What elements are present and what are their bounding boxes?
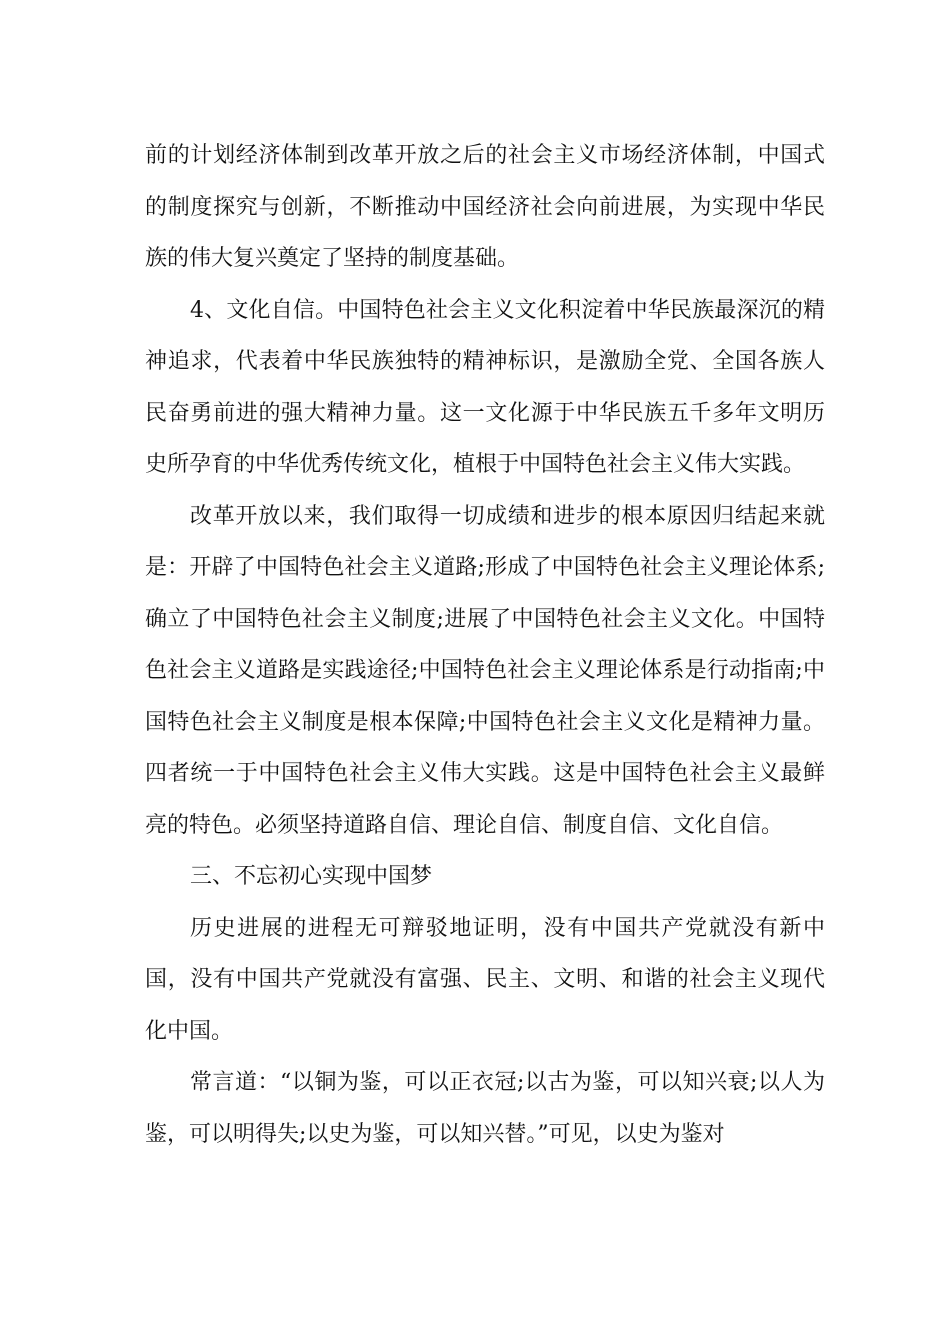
section-heading: 三、不忘初心实现中国梦 <box>190 864 433 889</box>
paragraph-4: 历史进展的进程无可辩驳地证明，没有中国共产党就没有新中国，没有中国共产党就没有富强、民主、文明、和谐的社会主义现代化中国。 <box>145 915 825 1044</box>
paragraph-5: 常言道：“以铜为鉴，可以正衣冠;以古为鉴，可以知兴衰;以人为鉴，可以明得失;以史为鉴，可以知兴替。”可见，以史为鉴对 <box>145 1070 825 1147</box>
paragraph-3: 改革开放以来，我们取得一切成绩和进步的根本原因归结起来就是：开辟了中国特色社会主义道路;形成了中国特色社会主义理论体系;确立了中国特色社会主义制度;进展了中国特色社会主义文化。中国特色社会主义道路是实践途径;中国特色社会主义理论体系是行动指南;中国特色社会主义制度是根本保障;中国特色社会主义文化是精神力量。四者统一于中国特色社会主义伟大实践。这是中国特色社会主义最鲜亮的特色。必须坚持道路自信、理论自信、制度自信、文化自信。 <box>145 503 825 838</box>
paragraph-1: 前的计划经济体制到改革开放之后的社会主义市场经济体制，中国式的制度探究与创新，不断推动中国经济社会向前进展，为实现中华民族的伟大复兴奠定了坚持的制度基础。 <box>145 143 825 271</box>
document-body <box>145 130 825 1160</box>
paragraph-2: 4、文化自信。中国特色社会主义文化积淀着中华民族最深沉的精神追求，代表着中华民族独特的精神标识，是激励全党、全国各族人民奋勇前进的强大精神力量。这一文化源于中华民族五千多年文明历史所孕育的中华优秀传统文化，植根于中国特色社会主义伟大实践。 <box>145 297 825 477</box>
